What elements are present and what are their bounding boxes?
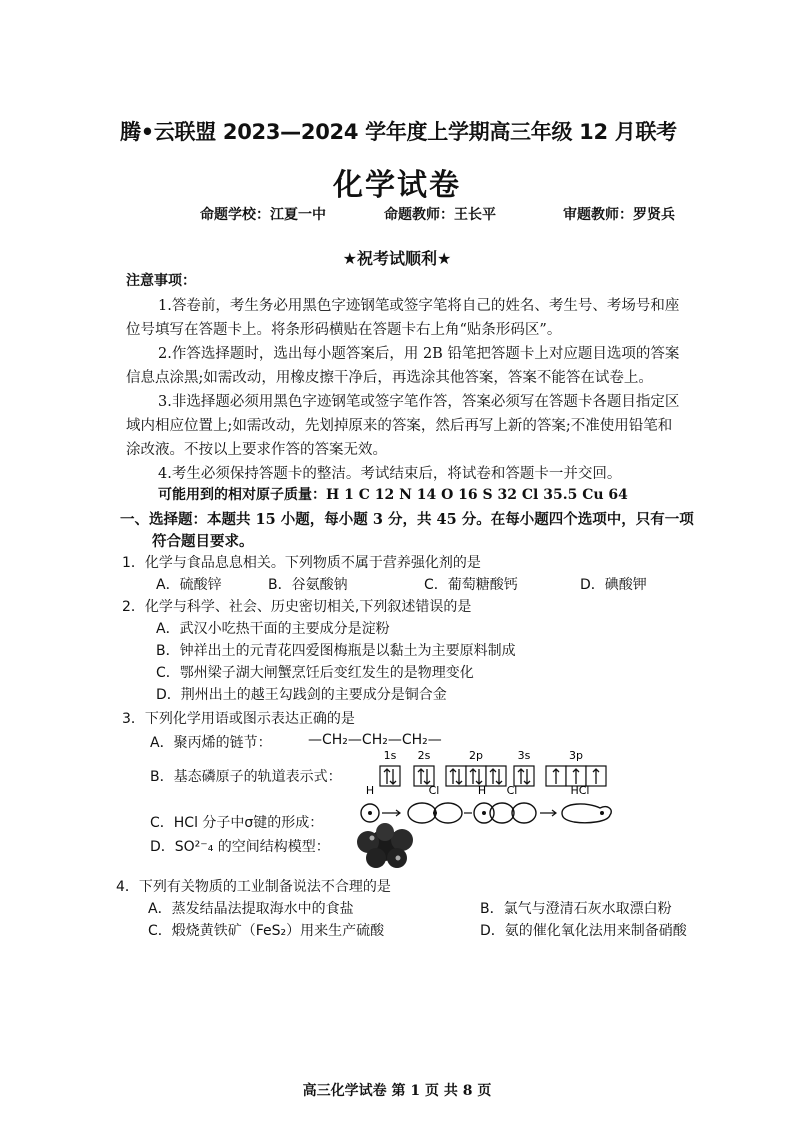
q2-option-a: A．武汉小吃热干面的主要成分是淀粉: [156, 621, 390, 637]
notice-item-1-cont: 位号填写在答题卡上。将条形码横贴在答题卡右上角“贴条形码区”。: [126, 322, 562, 338]
q4-option-a: A．蒸发结晶法提取海水中的食盐: [148, 901, 354, 917]
q2-option-c: C．鄂州梁子湖大闸蟹烹饪后变红发生的是物理变化: [156, 665, 474, 681]
q4-option-c: C．煅烧黄铁矿（FeS₂）用来生产硫酸: [148, 923, 385, 939]
reviewer-teacher: 审题教师：罗贤兵: [563, 207, 675, 223]
q4-option-d: D．氨的催化氧化法用来制备硝酸: [480, 923, 687, 939]
setter-school: 命题学校：江夏一中: [200, 207, 326, 223]
q4-option-b: B．氯气与澄清石灰水取漂白粉: [480, 901, 672, 917]
subject-title: 化学试卷: [333, 168, 461, 203]
exam-title: 腾•云联盟 2023—2024 学年度上学期高三年级 12 月联考: [120, 120, 677, 144]
q1-option-c: C．葡萄糖酸钙: [424, 577, 518, 593]
q2-option-b: B．钟祥出土的元青花四爱图梅瓶是以黏土为主要原料制成: [156, 643, 516, 659]
question-1-stem: 1．化学与食品息息相关。下列物质不属于营养强化剂的是: [122, 555, 481, 571]
notice-item-2-cont: 信息点涂黑;如需改动，用橡皮擦干净后，再选涂其他答案，答案不能答在试卷上。: [126, 370, 653, 386]
section-heading: 一、选择题：本题共 15 小题，每小题 3 分，共 45 分。在每小题四个选项中，只有一项: [120, 511, 694, 528]
q3-option-a-label: A．聚丙烯的链节：: [150, 735, 272, 751]
q1-option-d: D．碘酸钾: [580, 577, 647, 593]
atom-label-hcl: HCl: [570, 784, 590, 797]
q3-option-b-label: B．基态磷原子的轨道表示式：: [150, 769, 342, 785]
notice-heading: 注意事项：: [126, 273, 196, 289]
good-luck-banner: ★祝考试顺利★: [342, 249, 452, 268]
q3-option-c-label: C．HCl 分子中σ键的形成：: [150, 815, 324, 831]
notice-item-3-cont: 域内相应位置上;如需改动，先划掉原来的答案，然后再写上新的答案;不准使用铅笔和: [126, 418, 673, 434]
page-footer: 高三化学试卷 第 1 页 共 8 页: [302, 1083, 492, 1099]
q3-option-d-label: D．SO²⁻₄ 的空间结构模型：: [150, 839, 330, 855]
q1-option-b: B．谷氨酸钠: [268, 577, 348, 593]
section-heading-cont: 符合题目要求。: [152, 533, 254, 550]
setter-teacher: 命题教师：王长平: [384, 207, 496, 223]
orbital-label-2p: 2p: [469, 749, 483, 762]
orbital-label-1s: 1s: [383, 749, 397, 762]
notice-item-2: 2.作答选择题时，选出每小题答案后，用 2B 铅笔把答题卡上对应题目选项的答案: [158, 346, 680, 362]
orbital-label-2s: 2s: [417, 749, 431, 762]
atom-label-cl: Cl: [428, 784, 440, 797]
notice-item-3: 3.非选择题必须用黑色字迹钢笔或签字笔作答，答案必须写在答题卡各题目指定区: [158, 394, 680, 410]
question-3-stem: 3．下列化学用语或图示表达正确的是: [122, 711, 355, 727]
notice-item-3-cont2: 涂改液。不按以上要求作答的答案无效。: [126, 442, 387, 458]
q2-option-d: D．荆州出土的越王勾践剑的主要成分是铜合金: [156, 687, 447, 703]
orbital-label-3p: 3p: [569, 749, 583, 762]
atom-label-cl2: Cl: [506, 784, 518, 797]
atom-label-h2: H: [477, 784, 487, 797]
orbital-label-3s: 3s: [517, 749, 531, 762]
atomic-masses: 可能用到的相对原子质量：H 1 C 12 N 14 O 16 S 32 Cl 35.5 Cu 64: [158, 487, 628, 503]
q3-option-a-formula: —CH₂—CH₂—CH₂—: [308, 732, 442, 748]
notice-item-1: 1.答卷前，考生务必用黑色字迹钢笔或签字笔将自己的姓名、考生号、考场号和座: [158, 298, 680, 314]
q1-option-a: A．硫酸锌: [156, 577, 222, 593]
question-2-stem: 2．化学与科学、社会、历史密切相关,下列叙述错误的是: [122, 599, 472, 615]
notice-item-4: 4.考生必须保持答题卡的整洁。考试结束后，将试卷和答题卡一并交回。: [158, 466, 622, 482]
question-4-stem: 4．下列有关物质的工业制备说法不合理的是: [116, 879, 391, 895]
atom-label-h: H: [365, 784, 375, 797]
sulfate-ball-model: [350, 820, 420, 870]
